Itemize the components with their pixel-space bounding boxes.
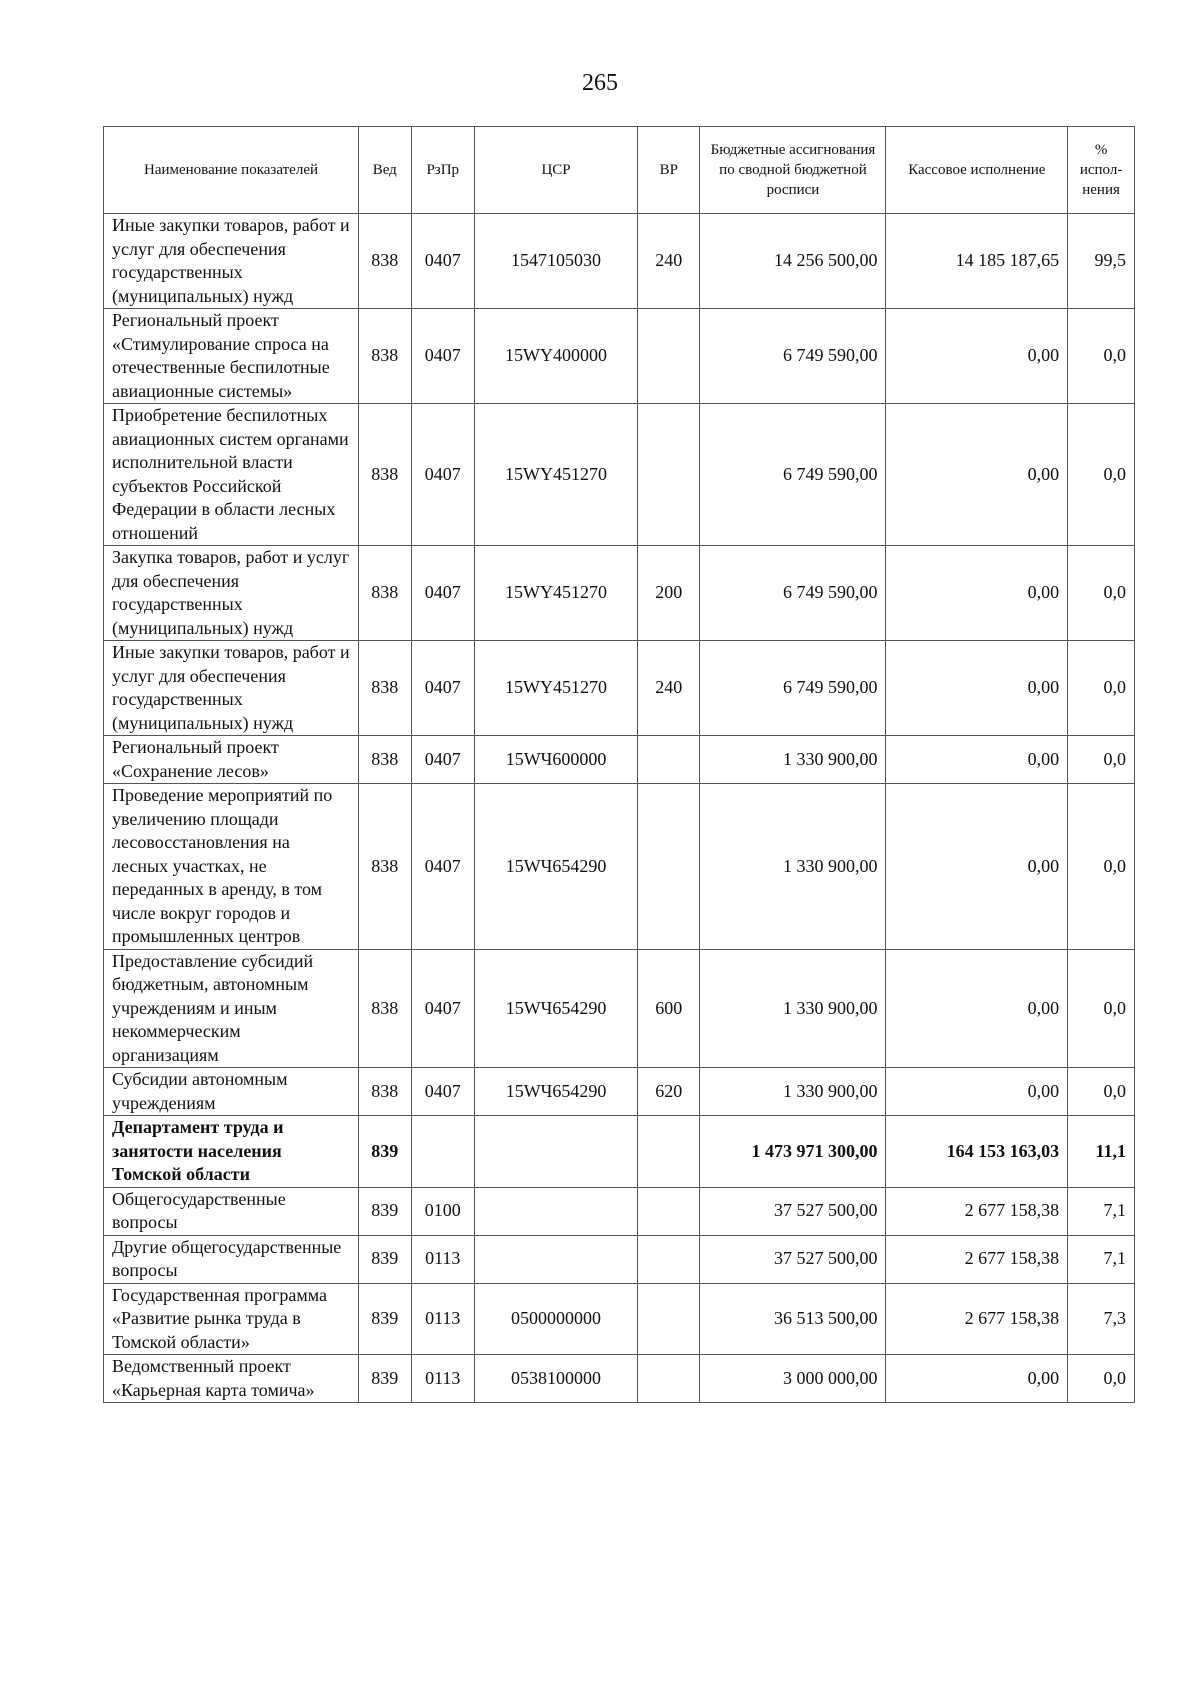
cell-rzpr: 0407 (411, 214, 474, 309)
cell-rzpr: 0113 (411, 1235, 474, 1283)
cell-budget: 1 330 900,00 (700, 1068, 886, 1116)
cell-vr (638, 784, 700, 950)
cell-cash: 0,00 (886, 949, 1068, 1068)
cell-csr: 15WY451270 (475, 546, 638, 641)
cell-csr (475, 1235, 638, 1283)
cell-ved: 838 (359, 546, 412, 641)
cell-vr: 240 (638, 214, 700, 309)
cell-csr: 15WЧ654290 (475, 1068, 638, 1116)
cell-budget: 6 749 590,00 (700, 546, 886, 641)
table-body (104, 214, 1135, 1403)
cell-csr: 15WЧ654290 (475, 949, 638, 1068)
cell-name: Региональный проект «Стимулирование спроса на отечественные беспилотные авиационные системы» (104, 309, 359, 404)
cell-name: Иные закупки товаров, работ и услуг для обеспечения государственных (муниципальных) нужд (104, 641, 359, 736)
cell-budget: 14 256 500,00 (700, 214, 886, 309)
cell-budget: 1 330 900,00 (700, 736, 886, 784)
cell-rzpr: 0407 (411, 309, 474, 404)
cell-ved: 838 (359, 784, 412, 950)
cell-csr: 15WЧ600000 (475, 736, 638, 784)
cell-name: Департамент труда и занятости населения Томской области (104, 1116, 359, 1188)
header-csr: ЦСР (475, 127, 638, 214)
header-name: Наименование показателей (104, 127, 359, 214)
cell-rzpr: 0407 (411, 546, 474, 641)
cell-cash: 0,00 (886, 404, 1068, 546)
cell-cash: 0,00 (886, 784, 1068, 950)
cell-cash: 0,00 (886, 641, 1068, 736)
table-row (104, 546, 1135, 641)
header-ved: Вед (359, 127, 412, 214)
cell-ved: 838 (359, 214, 412, 309)
budget-execution-table (103, 126, 1135, 1403)
cell-budget: 6 749 590,00 (700, 404, 886, 546)
cell-rzpr: 0113 (411, 1283, 474, 1355)
header-vr: ВР (638, 127, 700, 214)
cell-budget: 6 749 590,00 (700, 641, 886, 736)
cell-csr: 15WY451270 (475, 641, 638, 736)
cell-name: Региональный проект «Сохранение лесов» (104, 736, 359, 784)
cell-cash: 0,00 (886, 1355, 1068, 1403)
cell-cash: 164 153 163,03 (886, 1116, 1068, 1188)
cell-rzpr: 0407 (411, 949, 474, 1068)
cell-name: Ведомственный проект «Карьерная карта томича» (104, 1355, 359, 1403)
table-header-row (104, 127, 1135, 214)
cell-rzpr (411, 1116, 474, 1188)
cell-ved: 839 (359, 1235, 412, 1283)
cell-budget: 37 527 500,00 (700, 1235, 886, 1283)
cell-pct: 0,0 (1068, 404, 1135, 546)
header-pct: % испол-нения (1068, 127, 1135, 214)
table-row (104, 404, 1135, 546)
table-row (104, 214, 1135, 309)
cell-ved: 838 (359, 404, 412, 546)
table-row (104, 1068, 1135, 1116)
table-row (104, 1116, 1135, 1188)
cell-vr: 620 (638, 1068, 700, 1116)
cell-name: Государственная программа «Развитие рынка труда в Томской области» (104, 1283, 359, 1355)
cell-pct: 99,5 (1068, 214, 1135, 309)
cell-pct: 0,0 (1068, 309, 1135, 404)
table-row (104, 309, 1135, 404)
header-rzpr: РзПр (411, 127, 474, 214)
cell-csr: 15WY400000 (475, 309, 638, 404)
header-cash: Кассовое исполнение (886, 127, 1068, 214)
cell-vr: 600 (638, 949, 700, 1068)
cell-ved: 839 (359, 1187, 412, 1235)
cell-vr: 200 (638, 546, 700, 641)
table-row (104, 1187, 1135, 1235)
cell-pct: 0,0 (1068, 784, 1135, 950)
header-budget: Бюджетные ассигнования по сводной бюджетной росписи (700, 127, 886, 214)
cell-pct: 0,0 (1068, 1068, 1135, 1116)
cell-name: Проведение мероприятий по увеличению площади лесовосстановления на лесных участках, не переданных в аренду, в том числе вокруг городов и промышленных центров (104, 784, 359, 950)
cell-name: Предоставление субсидий бюджетным, автономным учреждениям и иным некоммерческим организациям (104, 949, 359, 1068)
cell-rzpr: 0113 (411, 1355, 474, 1403)
table-row (104, 1355, 1135, 1403)
cell-pct: 0,0 (1068, 641, 1135, 736)
cell-pct: 0,0 (1068, 949, 1135, 1068)
table-row (104, 1235, 1135, 1283)
cell-cash: 14 185 187,65 (886, 214, 1068, 309)
page-number: 265 (582, 70, 618, 96)
cell-name: Другие общегосударственные вопросы (104, 1235, 359, 1283)
cell-csr (475, 1116, 638, 1188)
cell-cash: 0,00 (886, 309, 1068, 404)
cell-ved: 838 (359, 641, 412, 736)
cell-csr: 0538100000 (475, 1355, 638, 1403)
cell-vr (638, 1283, 700, 1355)
cell-rzpr: 0407 (411, 404, 474, 546)
cell-budget: 1 330 900,00 (700, 784, 886, 950)
cell-ved: 838 (359, 1068, 412, 1116)
cell-pct: 0,0 (1068, 1355, 1135, 1403)
cell-vr (638, 1187, 700, 1235)
cell-cash: 0,00 (886, 1068, 1068, 1116)
cell-rzpr: 0100 (411, 1187, 474, 1235)
cell-vr: 240 (638, 641, 700, 736)
table-row (104, 949, 1135, 1068)
cell-cash: 2 677 158,38 (886, 1283, 1068, 1355)
cell-cash: 0,00 (886, 736, 1068, 784)
cell-vr (638, 736, 700, 784)
cell-rzpr: 0407 (411, 1068, 474, 1116)
cell-pct: 11,1 (1068, 1116, 1135, 1188)
cell-pct: 0,0 (1068, 546, 1135, 641)
cell-budget: 36 513 500,00 (700, 1283, 886, 1355)
table-row (104, 1283, 1135, 1355)
cell-budget: 1 330 900,00 (700, 949, 886, 1068)
cell-vr (638, 309, 700, 404)
table-row (104, 736, 1135, 784)
cell-pct: 7,3 (1068, 1283, 1135, 1355)
cell-cash: 2 677 158,38 (886, 1187, 1068, 1235)
cell-pct: 7,1 (1068, 1235, 1135, 1283)
cell-csr (475, 1187, 638, 1235)
cell-budget: 3 000 000,00 (700, 1355, 886, 1403)
cell-vr (638, 1355, 700, 1403)
cell-rzpr: 0407 (411, 784, 474, 950)
table-row (104, 784, 1135, 950)
cell-rzpr: 0407 (411, 736, 474, 784)
cell-name: Закупка товаров, работ и услуг для обеспечения государственных (муниципальных) нужд (104, 546, 359, 641)
cell-budget: 37 527 500,00 (700, 1187, 886, 1235)
cell-vr (638, 1235, 700, 1283)
cell-csr: 0500000000 (475, 1283, 638, 1355)
cell-ved: 838 (359, 309, 412, 404)
table-row (104, 641, 1135, 736)
cell-name: Иные закупки товаров, работ и услуг для обеспечения государственных (муниципальных) нужд (104, 214, 359, 309)
cell-pct: 7,1 (1068, 1187, 1135, 1235)
cell-ved: 838 (359, 736, 412, 784)
cell-ved: 838 (359, 949, 412, 1068)
cell-vr (638, 1116, 700, 1188)
cell-pct: 0,0 (1068, 736, 1135, 784)
cell-cash: 2 677 158,38 (886, 1235, 1068, 1283)
cell-ved: 839 (359, 1283, 412, 1355)
cell-cash: 0,00 (886, 546, 1068, 641)
cell-ved: 839 (359, 1355, 412, 1403)
cell-budget: 1 473 971 300,00 (700, 1116, 886, 1188)
cell-csr: 15WY451270 (475, 404, 638, 546)
cell-csr: 15WЧ654290 (475, 784, 638, 950)
cell-rzpr: 0407 (411, 641, 474, 736)
cell-name: Общегосударственные вопросы (104, 1187, 359, 1235)
cell-budget: 6 749 590,00 (700, 309, 886, 404)
cell-ved: 839 (359, 1116, 412, 1188)
cell-name: Субсидии автономным учреждениям (104, 1068, 359, 1116)
cell-vr (638, 404, 700, 546)
cell-csr: 1547105030 (475, 214, 638, 309)
cell-name: Приобретение беспилотных авиационных систем органами исполнительной власти субъектов Российской Федерации в области лесных отношений (104, 404, 359, 546)
